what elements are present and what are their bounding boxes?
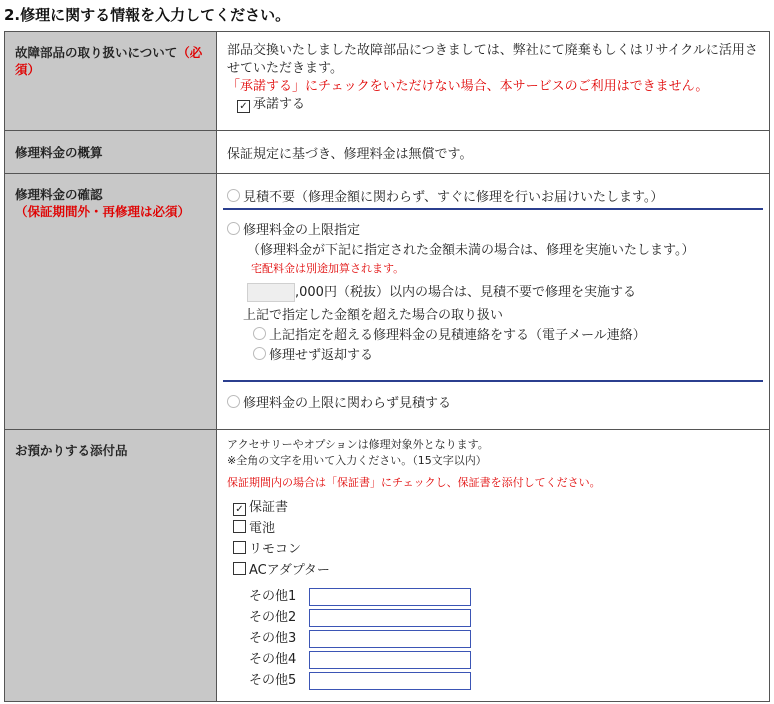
radio-always-estimate[interactable] bbox=[227, 395, 240, 408]
other-input-5[interactable] bbox=[309, 672, 471, 690]
accessories-note-1: アクセサリーやオプションは修理対象外となります。 bbox=[227, 438, 489, 451]
value-parts-handling bbox=[217, 32, 770, 131]
option-limit[interactable] bbox=[227, 221, 759, 241]
exceed-option-return-label: 修理せず返却する bbox=[269, 348, 374, 363]
other-input-2[interactable] bbox=[309, 609, 471, 627]
radio-limit[interactable] bbox=[227, 222, 240, 235]
accessory-item-remote[interactable] bbox=[233, 539, 759, 560]
other-input-1[interactable] bbox=[309, 588, 471, 606]
accessory-label: リモコン bbox=[249, 542, 302, 557]
required-mark: （必須） bbox=[15, 45, 203, 77]
option-always-estimate[interactable] bbox=[217, 382, 769, 411]
exceed-option-estimate[interactable] bbox=[227, 326, 759, 346]
consent-checkbox-row[interactable] bbox=[227, 96, 759, 114]
consent-checkbox[interactable]: ✓ bbox=[237, 100, 250, 113]
other-items bbox=[227, 586, 759, 691]
label-fee-estimate bbox=[5, 131, 217, 174]
label-text: お預かりする添付品 bbox=[15, 443, 128, 458]
parts-handling-text: 部品交換いたしました故障部品につきましては、弊社にて廃棄もしくはリサイクルに活用させていただきます。 bbox=[227, 43, 758, 76]
label-parts-handling bbox=[5, 32, 217, 131]
other-label: その他4 bbox=[249, 652, 297, 667]
accessory-list bbox=[227, 497, 759, 581]
accessories-warning: 保証期間内の場合は「保証書」にチェックし、保証書を添付してください。 bbox=[227, 476, 601, 489]
repair-info-form bbox=[4, 31, 770, 702]
option-limit-label: 修理料金の上限指定 bbox=[243, 223, 361, 238]
checkbox-ac-adapter[interactable] bbox=[233, 562, 246, 575]
option-no-estimate[interactable] bbox=[217, 174, 769, 208]
amount-input[interactable] bbox=[247, 283, 295, 302]
other-label: その他1 bbox=[249, 589, 297, 604]
accessory-label: 電池 bbox=[249, 521, 276, 536]
radio-no-estimate[interactable] bbox=[227, 189, 240, 202]
accessory-label: ACアダプター bbox=[249, 563, 330, 578]
other-label: その他3 bbox=[249, 631, 297, 646]
accessory-label: 保証書 bbox=[249, 500, 289, 515]
checkbox-battery[interactable] bbox=[233, 520, 246, 533]
other-row bbox=[249, 586, 759, 607]
row-fee-confirmation bbox=[5, 174, 770, 430]
amount-row bbox=[227, 283, 759, 303]
other-row bbox=[249, 607, 759, 628]
radio-exceed-return[interactable] bbox=[253, 347, 266, 360]
amount-suffix: ,000円（税抜）以内の場合は、見積不要で修理を実施する bbox=[295, 285, 636, 300]
label-text: 修理料金の概算 bbox=[15, 145, 103, 160]
checkbox-warranty[interactable]: ✓ bbox=[233, 503, 246, 516]
consent-checkbox-label: 承諾する bbox=[253, 97, 306, 112]
other-row bbox=[249, 649, 759, 670]
exceed-option-estimate-label: 上記指定を超える修理料金の見積連絡をする（電子メール連絡） bbox=[269, 328, 646, 343]
other-input-4[interactable] bbox=[309, 651, 471, 669]
label-text: 故障部品の取り扱いについて bbox=[15, 45, 178, 60]
row-accessories bbox=[5, 430, 770, 702]
other-input-3[interactable] bbox=[309, 630, 471, 648]
required-mark: （保証期間外・再修理は必須） bbox=[15, 204, 191, 219]
option-no-estimate-label: 見積不要（修理金額に関わらず、すぐに修理を行いお届けいたします。） bbox=[243, 190, 664, 205]
label-fee-confirmation bbox=[5, 174, 217, 430]
page-heading: 2.修理に関する情報を入力してください。 bbox=[4, 6, 291, 24]
checkbox-remote[interactable] bbox=[233, 541, 246, 554]
exceed-label: 上記で指定した金額を超えた場合の取り扱い bbox=[243, 308, 504, 323]
other-label: その他5 bbox=[249, 673, 297, 688]
accessory-item-warranty[interactable] bbox=[233, 497, 759, 518]
limit-note: （修理料金が下記に指定された金額未満の場合は、修理を実施いたします。） bbox=[247, 243, 695, 258]
row-parts-handling bbox=[5, 32, 770, 131]
radio-exceed-estimate[interactable] bbox=[253, 327, 266, 340]
row-fee-estimate bbox=[5, 131, 770, 174]
other-row bbox=[249, 670, 759, 691]
option-always-estimate-label: 修理料金の上限に関わらず見積する bbox=[243, 396, 452, 411]
accessory-item-battery[interactable] bbox=[233, 518, 759, 539]
fee-estimate-text: 保証規定に基づき、修理料金は無償です。 bbox=[227, 147, 473, 162]
other-row bbox=[249, 628, 759, 649]
label-accessories bbox=[5, 430, 217, 702]
accessory-item-ac-adapter[interactable] bbox=[233, 560, 759, 581]
other-label: その他2 bbox=[249, 610, 297, 625]
accessories-note-2: ※全角の文字を用いて入力ください。（15文字以内） bbox=[227, 454, 487, 467]
parts-handling-warning: 「承諾する」にチェックをいただけない場合、本サービスのご利用はできません。 bbox=[227, 79, 709, 94]
exceed-option-return[interactable] bbox=[227, 346, 759, 366]
value-accessories bbox=[217, 430, 770, 702]
value-fee-estimate bbox=[217, 131, 770, 174]
value-fee-confirmation bbox=[217, 174, 770, 430]
shipping-note: 宅配料金は別途加算されます。 bbox=[251, 262, 405, 275]
label-text: 修理料金の確認 bbox=[15, 187, 103, 202]
